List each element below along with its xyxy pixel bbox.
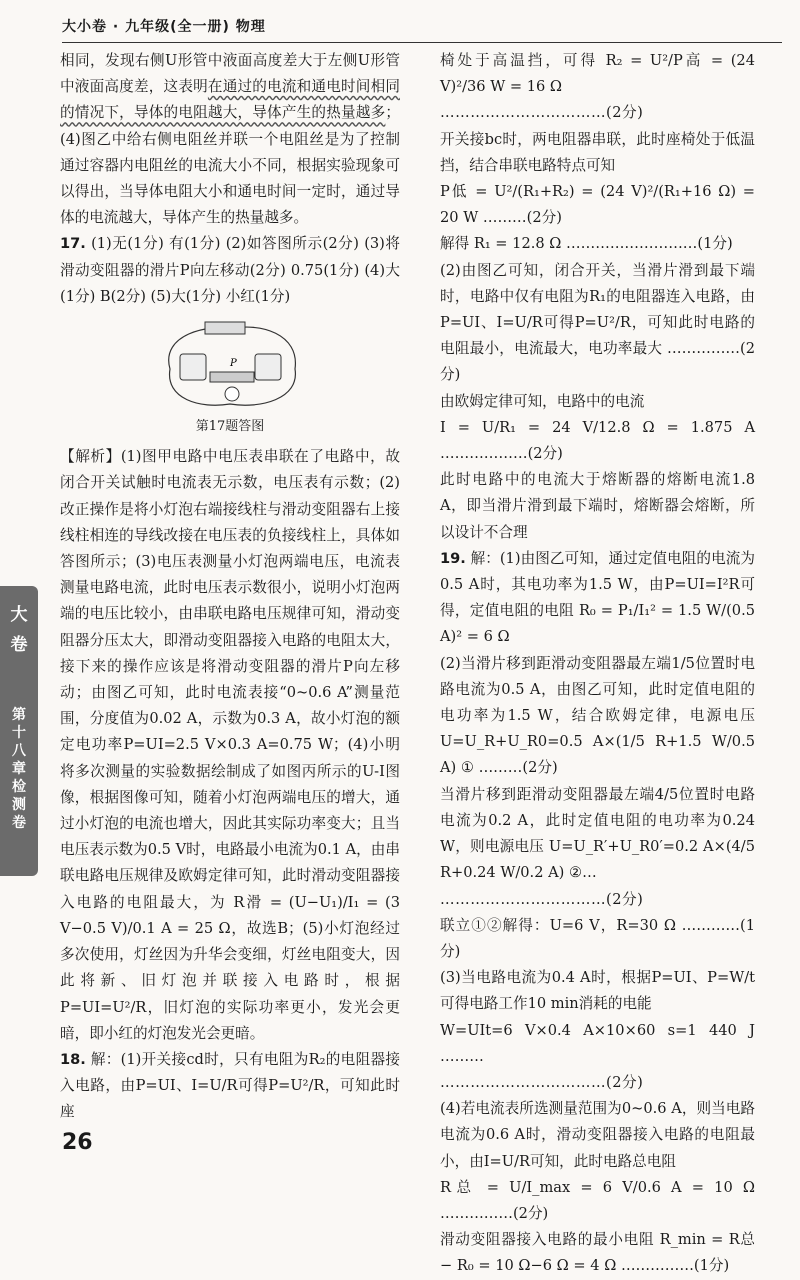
continued-paragraph — [60, 48, 400, 231]
right-column — [440, 48, 755, 1280]
q17-analysis — [60, 444, 400, 1047]
r7-line: I = U/R₁ = 24 V/12.8 Ω = 1.875 A ………………(2分) — [440, 418, 755, 463]
circuit-diagram-icon — [150, 314, 310, 414]
q19-h: R总 = U/I_max = 6 V/0.6 A = 10 Ω ……………(2分) — [440, 1178, 755, 1222]
r3-line: P低 = U²/(R₁+R₂) = (24 V)²/(R₁+16 Ω) = 20 W ………(2分) — [440, 183, 755, 227]
analysis-text: 【解析】(1)图甲电路中电压表串联在了电路中，故闭合开关试触时电流表无示数，电压表有示数；(2)改正操作是将小灯泡右端接线柱与滑动变阻器右上接线柱相连的导线改接在电压表的负接线柱上，具体如答图所示；(3)电压表测量小灯泡两端电压，电流表测量电路电流，此时电压表示数很小，说明小灯泡两端的电压比较小，由串联电路电压规律可知，滑动变阻器分压太大，即滑动变阻器接入电路的电阻太大，接下来的操作应该是将滑动变阻器的滑片P向左移动；由图乙可知，此时电流表接“0~0.6 A”测量范围，分度值为0.02 A，示数为0.3 A，故小灯泡的额定电功率P=UI=2.5 V×0.3 A=0.75 W；(4)小明将多次测量的实验数据绘制成了如图丙所示的U-I图像，根据图像可知，随着小灯泡两端电压的增大，通过小灯泡的电流也增大，因此其实际功率变大；且当电压表示数为0.5 V时，电路最小电流为0.1 A，由串联电路电压规律及欧姆定律可知，此时滑动变阻器接入电路的电阻最大，为 — [60, 448, 400, 911]
r6-line: 由欧姆定律可知，电路中的电流 — [440, 392, 645, 410]
p1-text: 相同，发现右侧U形管中液面高度差大于左侧U形管中液面高度差，这表明 — [60, 52, 400, 96]
q19-e: (3)当电路电流为0.4 A时，根据P=UI、P=W/t可得电路工作10 min消耗的电能 — [440, 969, 755, 1013]
r4-line: 解得 R₁ = 12.8 Ω ………………………(1分) — [440, 235, 733, 253]
r2-line: 开关接bc时，两电阻器串联，此时座椅处于低温挡，结合串联电路特点可知 — [440, 130, 755, 174]
q18-answer — [60, 1047, 400, 1126]
p1-end-text: ；(4)图乙中给右侧电阻丝并联一个电阻丝是为了控制通过容器内电阻丝的电流大小不同，根据实验现象可以得出，当导体电阻大小和通电时间一定时，通过导体的电流越大，导体产生的热量越多。 — [60, 104, 400, 227]
side-tab-chapter: 第十八章检测卷 — [12, 707, 26, 831]
header-title: 大小卷 · 九年级(全一册) 物理 — [62, 19, 266, 35]
q19-g: (4)若电流表所选测量范围为0~0.6 A，则当电路电流为0.6 A时，滑动变阻器接入电路的电阻最小，由I=U/R可知，此时电路总电阻 — [440, 1100, 755, 1170]
q18-number: 18. — [60, 1050, 86, 1068]
q19-f-score: ……………………………(2分) — [440, 1073, 644, 1091]
q17-text: (1)无(1分) 有(1分) (2)如答图所示(2分) (3)将滑动变阻器的滑片P向左移动(2分) 0.75(1分) (4)大(1分) B(2分) (5)大(1分) 小红(1分) — [60, 235, 401, 305]
q19-i: 滑动变阻器接入电路的最小电阻 R_min = R总 − R₀ = 10 Ω−6 Ω = 4 Ω ……………(1分) — [440, 1231, 755, 1275]
page-header — [62, 6, 782, 40]
q19-c: 当滑片移到距滑动变阻器最左端4/5位置时电路电流为0.2 A，此时定值电阻的电功率为0.24 W，则电源电压 U=U_R′+U_R0′=0.2 A×(4/5 R+0.24 W/0.2 A) ②… — [440, 785, 755, 882]
figure-caption: 第17题答图 — [195, 419, 265, 435]
r1-line: 椅处于高温挡，可得 R₂ = U²/P高 = (24 V)²/36 W = 16 Ω — [440, 52, 755, 96]
side-tab-line1: 大 — [10, 605, 28, 625]
q19-a — [440, 546, 755, 651]
q18-text: 解：(1)开关接cd时，只有电阻为R₂的电阻器接入电路，由P=UI、I=U/R可得P=U²/R，可知此时座 — [60, 1050, 401, 1121]
header-rule — [62, 42, 782, 43]
q19-f: W=UIt=6 V×0.4 A×10×60 s=1 440 J ……… — [440, 1021, 755, 1065]
svg-text:P: P — [230, 358, 237, 370]
side-tab — [0, 586, 38, 876]
r5-line: (2)由图乙可知，闭合开关，当滑片滑到最下端时，电路中仅有电阻为R₁的电阻器连入电路，由P=UI、I=U/R可得P=U²/R，可知此时电路的电阻最小，电流最大，电功率最大 ……………(2分) — [440, 261, 755, 384]
r8-line: 此时电路中的电流大于熔断器的熔断电流1.8 A，即当滑片滑到最下端时，熔断器会熔断，所以设计不合理 — [440, 471, 755, 541]
q17-number: 17. — [60, 235, 86, 253]
analysis-equation: R滑 = (U−U₁)/I₁ = (3 V−0.5 V)/0.1 A = 25 Ω，故选B；(5)小灯泡经过多次使用，灯丝因为升华会变细，灯丝电阻变大，因此将新、旧灯泡并联接入电路时，根据P=UI=U²/R，旧灯泡的实际功率更小，发光会更暗，即小红的灯泡发光会更暗。 — [60, 893, 400, 1042]
q19-d: 联立①②解得：U=6 V，R=30 Ω …………(1分) — [440, 916, 755, 960]
q17-answer — [60, 231, 400, 310]
r1-score: ……………………………(2分) — [440, 104, 644, 122]
p1-wavy-text: 在通过的电流和通电时间相同的情况下，导体的电阻越大，导体产生的热量越多 — [60, 78, 400, 122]
q19-number: 19. — [440, 549, 466, 567]
left-column — [60, 48, 400, 1126]
q19-a-text: 解：(1)由图乙可知，通过定值电阻的电流为0.5 A时，其电功率为1.5 W，由P=UI=I²R可得，定值电阻的电阻 R₀ = P₁/I₁² = 1.5 W/(0.5 A)² = 6 Ω — [440, 549, 755, 646]
page-number: 26 — [62, 1130, 93, 1155]
q19-b: (2)当滑片移到距滑动变阻器最左端1/5位置时电路电流为0.5 A，由图乙可知，此时定值电阻的电功率为1.5 W，结合欧姆定律，电源电压 U=U_R+U_R0=0.5 A×(1/5 R+1.5 W/0.5 A) ① ………(2分) — [440, 654, 755, 777]
q19-c-score: ……………………………(2分) — [440, 890, 644, 908]
side-tab-line2: 卷 — [10, 635, 28, 655]
circuit-figure — [150, 314, 310, 414]
